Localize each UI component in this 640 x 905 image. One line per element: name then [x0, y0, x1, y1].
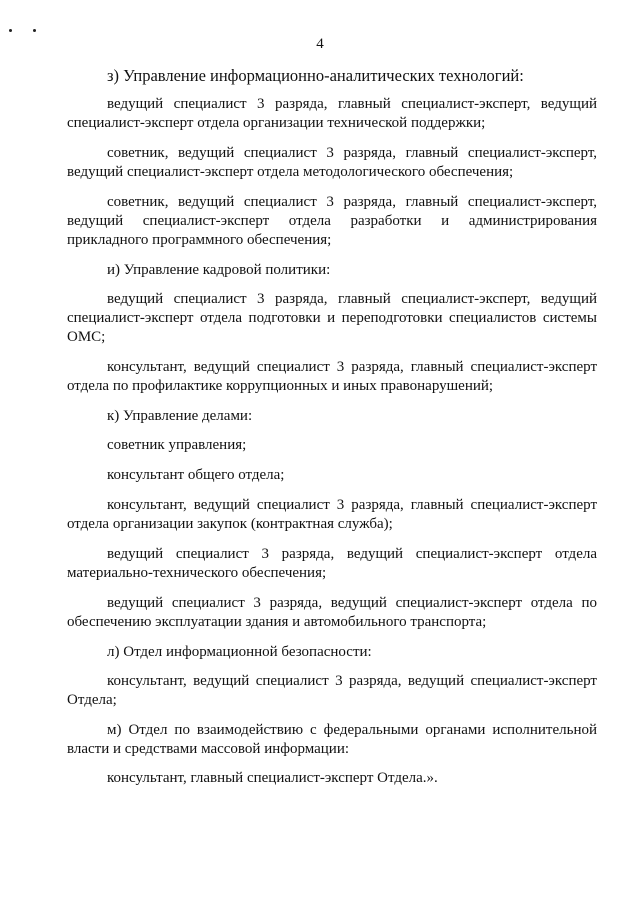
section-heading-i: и) Управление кадровой политики: [107, 262, 331, 278]
paragraph: ведущий специалист 3 разряда, ведущий специалист-эксперт отдела материально-технического обеспечения; [67, 546, 597, 581]
page-number: 4 [316, 36, 324, 52]
paragraph: советник управления; [107, 437, 247, 453]
paragraph: советник, ведущий специалист 3 разряда, главный специалист-эксперт, ведущий специалист-эксперт отдела методологического обеспечения; [67, 145, 597, 180]
scan-artifact-dot [33, 29, 36, 32]
section-heading-z: з) Управление информационно-аналитических технологий: [107, 66, 524, 85]
paragraph: ведущий специалист 3 разряда, ведущий специалист-эксперт отдела по обеспечению эксплуатации здания и автомобильного транспорта; [67, 595, 597, 630]
document-body [67, 66, 597, 799]
paragraph: консультант, ведущий специалист 3 разряда, ведущий специалист-эксперт Отдела; [67, 673, 597, 708]
paragraph: ведущий специалист 3 разряда, главный специалист-эксперт, ведущий специалист-эксперт отдела подготовки и переподготовки специалистов системы ОМС; [67, 291, 597, 345]
paragraph: советник, ведущий специалист 3 разряда, главный специалист-эксперт, ведущий специалист-эксперт отдела разработки и администрирования прикладного программного обеспечения; [67, 194, 597, 248]
section-heading-l: л) Отдел информационной безопасности: [107, 644, 372, 660]
paragraph: консультант, ведущий специалист 3 разряда, главный специалист-эксперт отдела организации закупок (контрактная служба); [67, 497, 597, 532]
paragraph: консультант общего отдела; [107, 467, 285, 483]
section-heading-k: к) Управление делами: [107, 408, 253, 424]
paragraph: консультант, главный специалист-эксперт Отдела.». [107, 770, 438, 786]
paragraph: ведущий специалист 3 разряда, главный специалист-эксперт, ведущий специалист-эксперт отдела организации технической поддержки; [67, 96, 597, 131]
section-heading-m: м) Отдел по взаимодействию с федеральными органами исполнительной власти и средствами массовой информации: [67, 722, 597, 757]
paragraph: консультант, ведущий специалист 3 разряда, главный специалист-эксперт отдела по профилактике коррупционных и иных правонарушений; [67, 359, 597, 394]
scan-artifact-dot [9, 29, 12, 32]
